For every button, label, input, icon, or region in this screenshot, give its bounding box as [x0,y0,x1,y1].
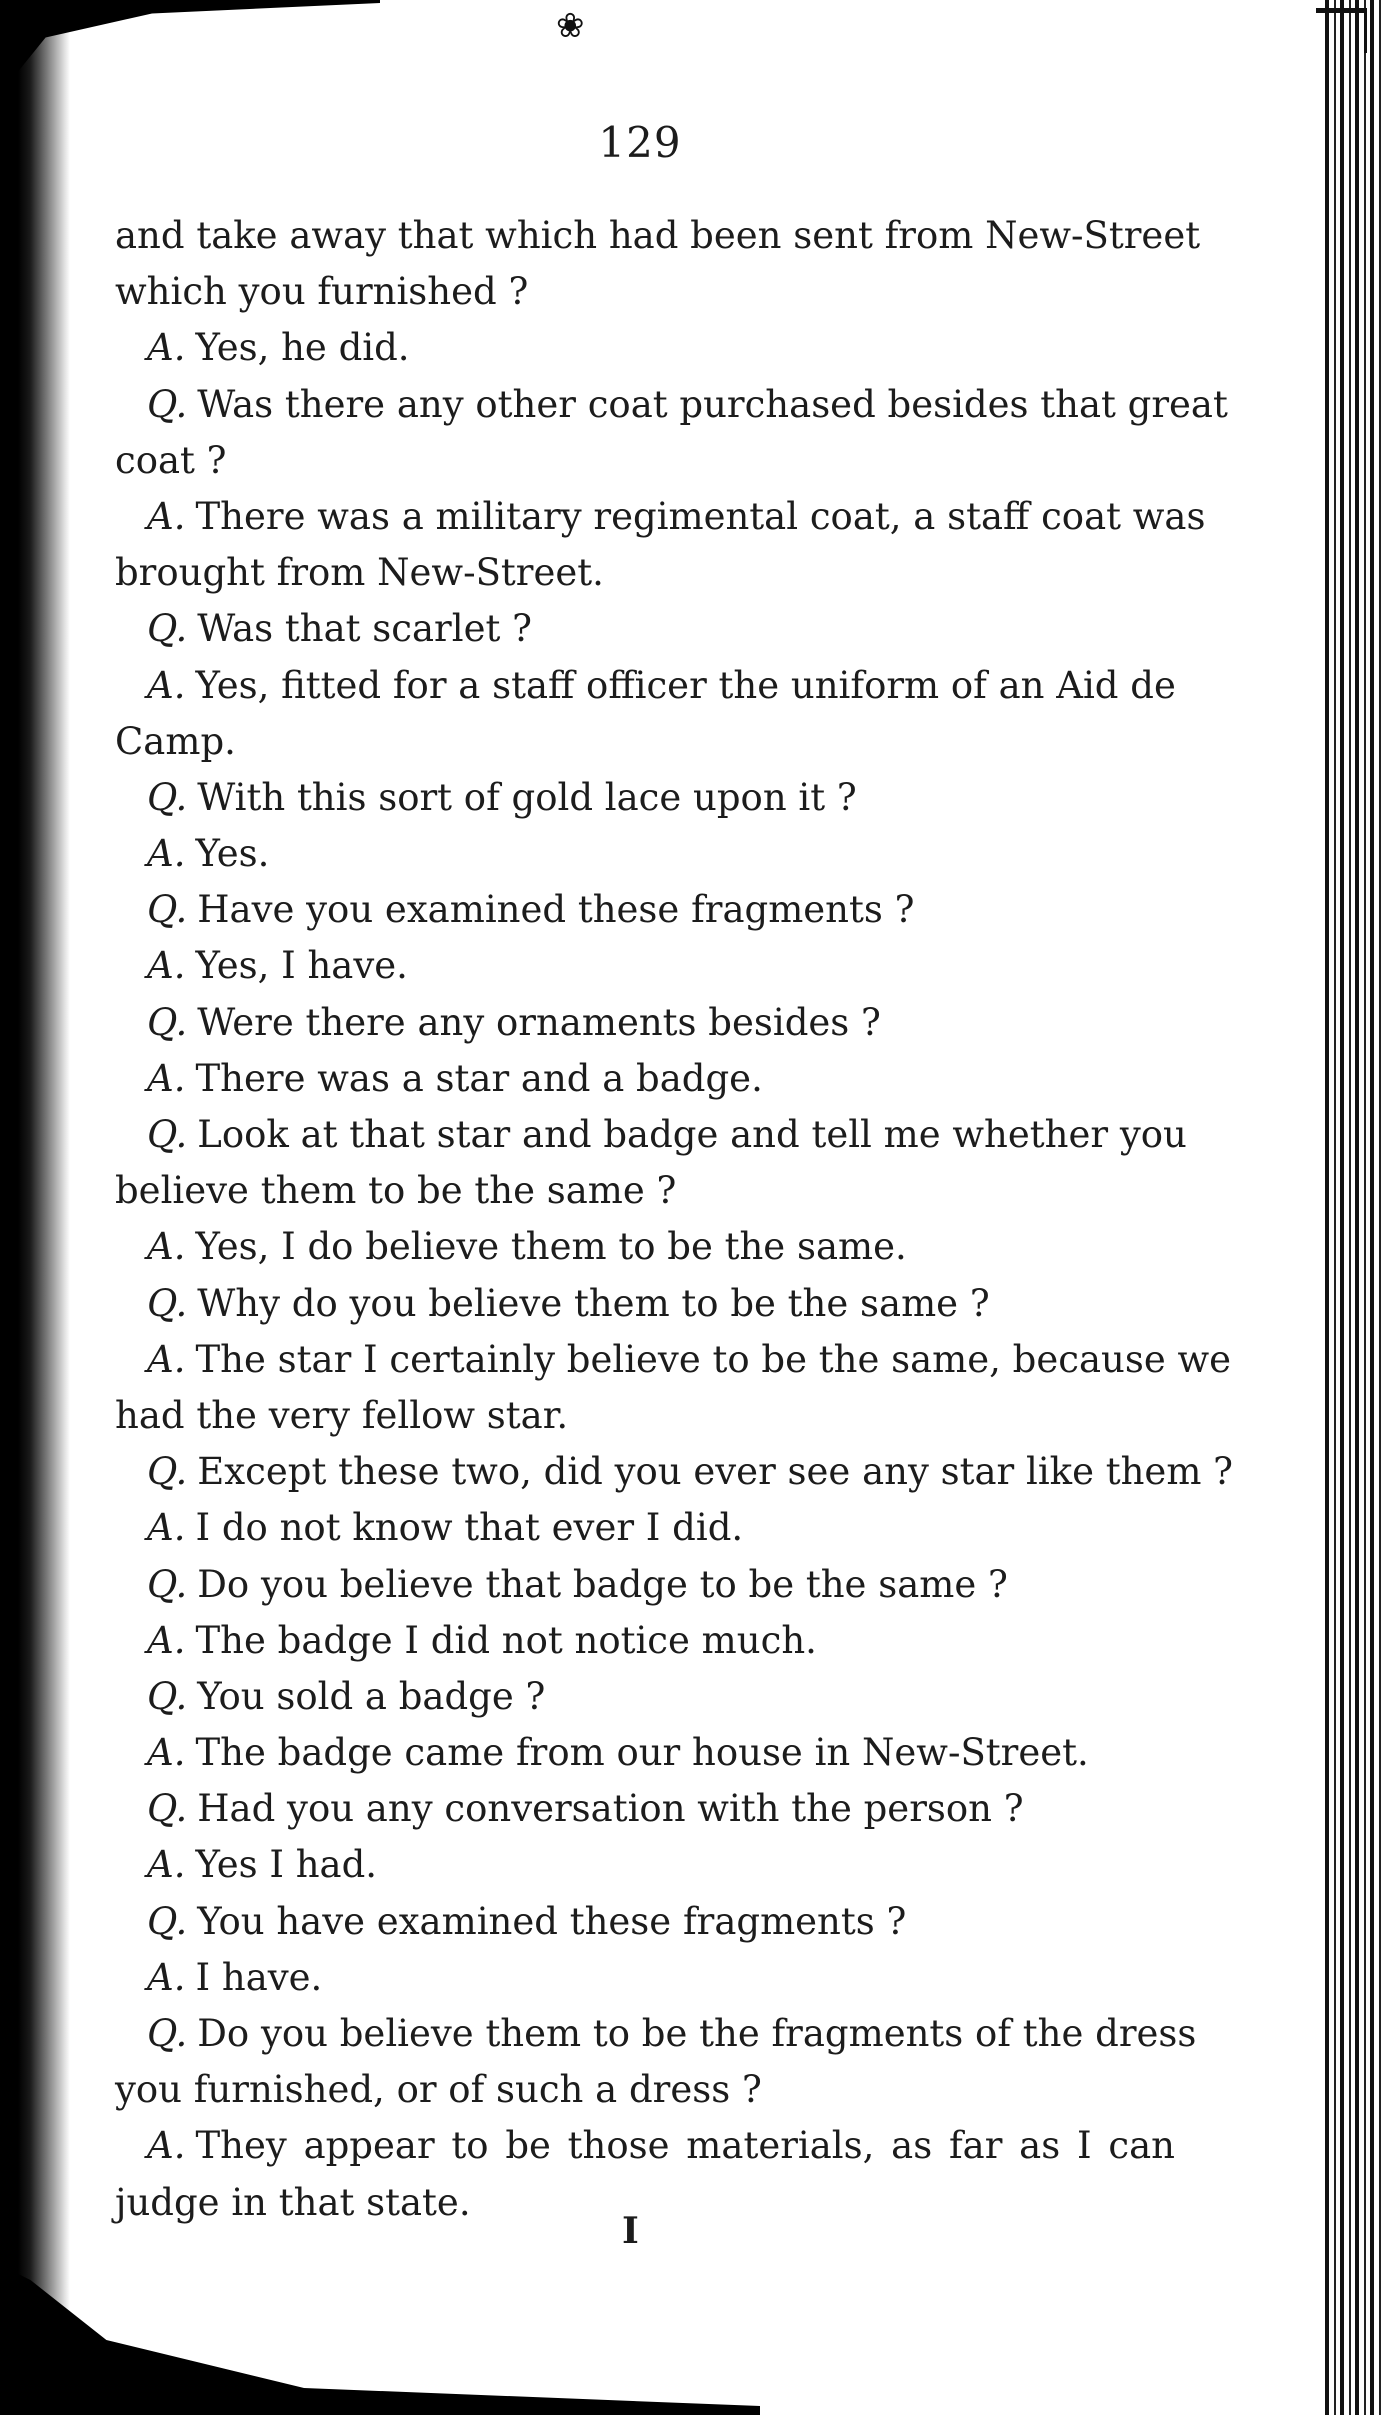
line-text: Camp. [115,719,236,763]
line-text: Yes, he did. [195,326,410,370]
speaker-label: Q. [147,2012,188,2055]
speaker-label: Q. [147,1899,188,1943]
speaker-label: Q. [147,775,188,819]
text-line [115,1163,1175,1219]
line-text: There was a star and a badge. [195,1056,763,1100]
text-line [115,714,1175,770]
speaker-label: A. [147,663,186,707]
signature-mark: I [622,2210,639,2252]
line-text: believe them to be the same ? [115,1169,677,1213]
text-line [115,1051,1175,1107]
text-line [115,1219,1175,1275]
text-line [115,1500,1175,1556]
speaker-label: A. [147,944,186,988]
text-line [115,1669,1175,1725]
text-line [115,377,1228,433]
text-line [115,1725,1175,1781]
line-text: which you furnished ? [115,270,529,314]
text-line [115,2062,1175,2118]
line-text: Were there any ornaments besides ? [197,1000,881,1044]
book-spine [1325,0,1385,2415]
line-text: You have examined these fragments ? [197,1899,907,1943]
text-line [115,938,1175,994]
line-text: Do you believe that badge to be the same ? [197,1562,1008,1606]
line-text: Had you any conversation with the person ? [197,1787,1024,1831]
speaker-label: A. [147,494,186,538]
page-number: 129 [598,118,682,167]
speaker-label: A. [147,832,186,876]
line-text: and take away that which had been sent from New-Street [115,214,1201,257]
speaker-label: A. [147,1843,186,1887]
speaker-label: Q. [147,1000,188,1044]
speaker-label: Q. [147,607,188,651]
text-line [115,2175,1175,2231]
text-line [115,264,1175,320]
line-text: Why do you believe them to be the same ? [197,1281,990,1325]
spine-top-bracket [1316,8,1367,53]
line-text: With this sort of gold lace upon it ? [197,775,857,819]
text-line [115,1950,1175,2006]
text-line [115,2006,1197,2062]
line-text: Was there any other coat purchased besides that great [197,382,1228,426]
text-line [115,1276,1175,1332]
line-text: I have. [195,1955,323,1999]
text-line [115,1894,1175,1950]
line-text: Do you believe them to be the fragments of the dress [197,2012,1197,2055]
text-line [115,601,1175,657]
speaker-label: A. [147,1056,186,1100]
text-line [115,658,1175,714]
line-text: They appear to be those materials, as far as I can [195,2124,1175,2168]
line-text: Yes I had. [195,1843,378,1887]
text-line [115,489,1206,545]
speaker-label: A. [147,1955,186,1999]
text-line [115,545,1175,601]
document-body [115,208,1234,2231]
speaker-label: Q. [147,888,188,932]
line-text: The star I certainly believe to be the same, because we [195,1337,1232,1381]
speaker-label: Q. [147,382,188,426]
line-text: Yes, I do believe them to be the same. [195,1225,907,1269]
text-line [115,1332,1232,1388]
line-text: Have you examined these fragments ? [197,888,915,932]
speaker-label: Q. [147,1281,188,1325]
text-line [115,826,1175,882]
page-corner-bottom [0,2265,760,2415]
speaker-label: A. [147,1506,186,1550]
page-edge-shadow-left [0,0,70,2415]
speaker-label: Q. [147,1562,188,1606]
speaker-label: A. [147,326,186,370]
line-text: Except these two, did you ever see any star like them ? [197,1450,1234,1494]
text-line [115,1107,1187,1163]
line-text: Yes, fitted for a staff officer the uniform of an Aid de [195,663,1176,707]
line-text: The badge I did not notice much. [195,1618,817,1662]
ornament-icon: ❀ [556,6,585,46]
text-line [115,1557,1175,1613]
text-line [115,320,1175,376]
text-line [115,995,1175,1051]
text-line [115,770,1175,826]
speaker-label: Q. [147,1450,188,1494]
speaker-label: A. [147,1337,186,1381]
line-text: brought from New-Street. [115,551,604,595]
speaker-label: Q. [147,1113,188,1156]
text-line [115,1388,1175,1444]
text-line [115,1781,1175,1837]
text-line [115,208,1201,264]
speaker-label: Q. [147,1787,188,1831]
line-text: Yes, I have. [195,944,408,988]
text-line [115,1444,1234,1500]
text-line [115,2118,1175,2174]
line-text: Look at that star and badge and tell me whether you [197,1113,1187,1156]
line-text: I do not know that ever I did. [195,1506,744,1550]
speaker-label: A. [147,2124,186,2168]
line-text: There was a military regimental coat, a staff coat was [195,494,1206,538]
speaker-label: A. [147,1731,186,1775]
text-line [115,433,1175,489]
line-text: judge in that state. [115,2180,471,2224]
speaker-label: Q. [147,1674,188,1718]
speaker-label: A. [147,1225,186,1269]
line-text: coat ? [115,438,227,482]
text-line [115,1613,1175,1669]
text-line [115,1837,1175,1893]
text-line [115,882,1175,938]
line-text: You sold a badge ? [197,1674,546,1718]
speaker-label: A. [147,1618,186,1662]
line-text: The badge came from our house in New-Street. [195,1731,1089,1775]
line-text: Was that scarlet ? [197,607,532,651]
line-text: had the very fellow star. [115,1393,569,1437]
line-text: Yes. [195,832,270,876]
line-text: you furnished, or of such a dress ? [115,2068,762,2112]
